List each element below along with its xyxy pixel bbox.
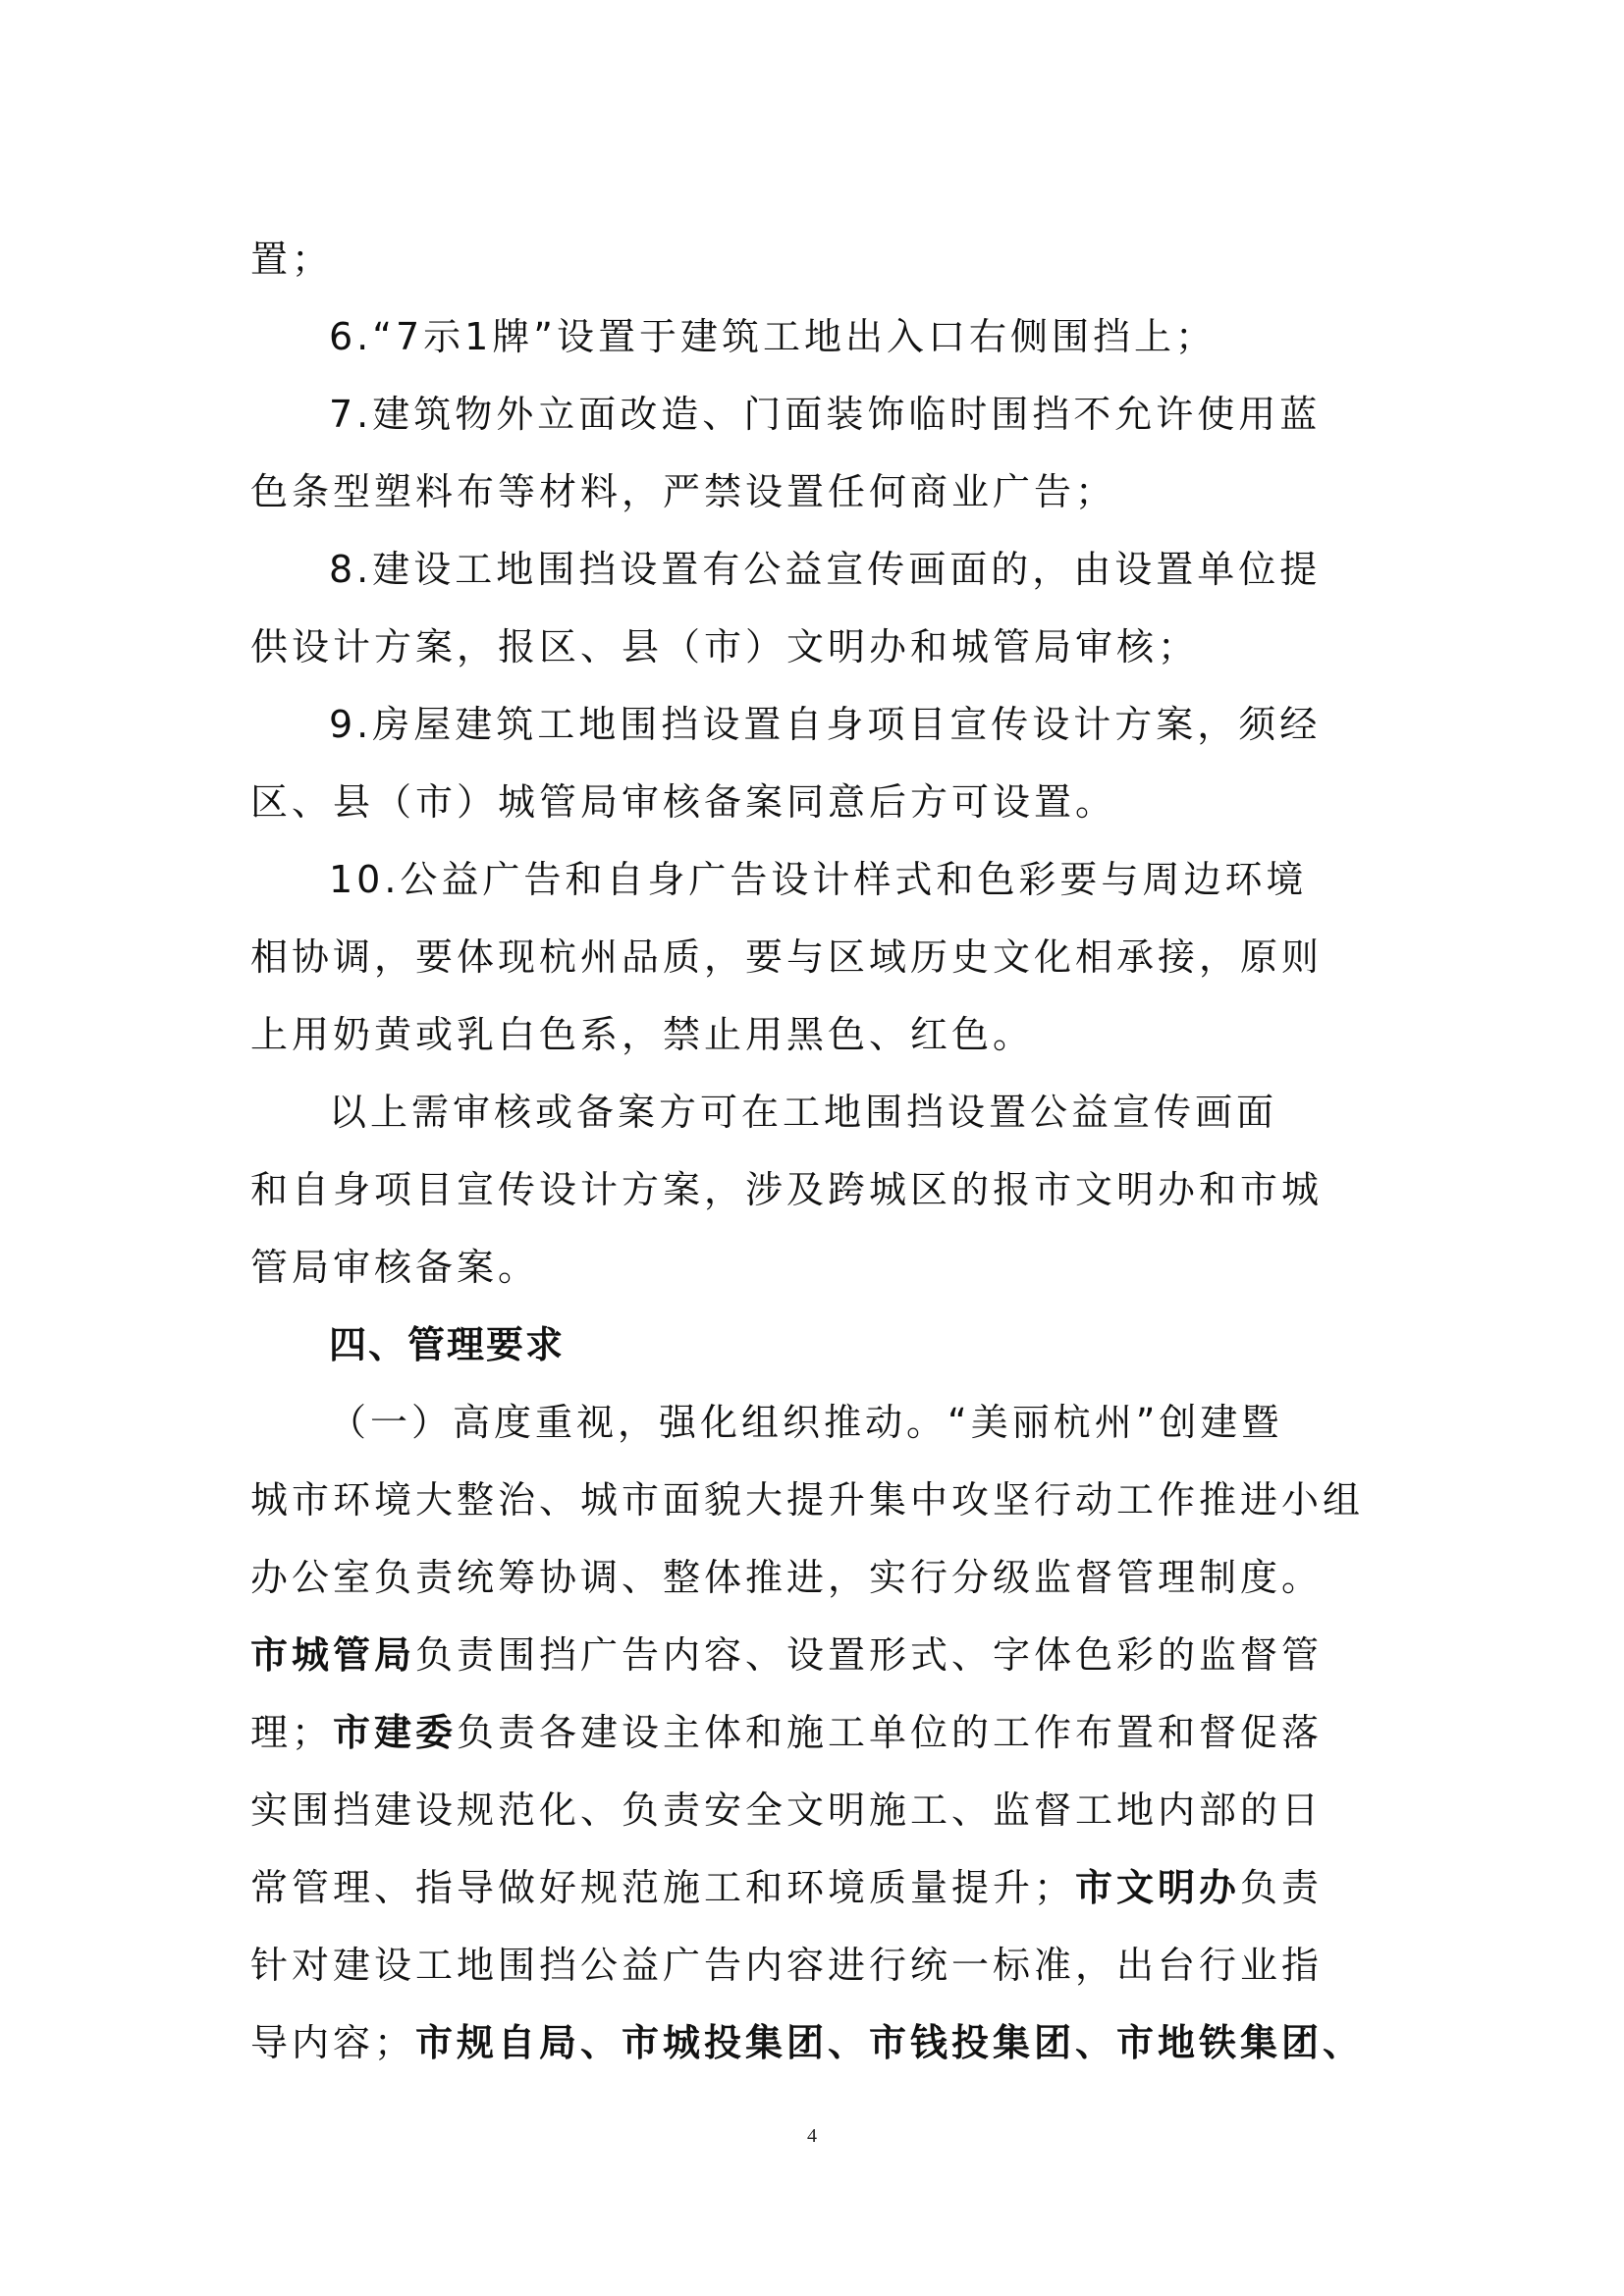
- text-line: 置；: [250, 238, 334, 281]
- list-item-6: 6.“7示1牌”设置于建筑工地出入口右侧围挡上；: [329, 315, 1217, 358]
- list-item-8: 8.建设工地围挡设置有公益宣传画面的，由设置单位提: [329, 548, 1322, 591]
- text-line: [250, 1849, 1389, 1927]
- text-span: 理；: [250, 1711, 334, 1754]
- bold-entity: 市文明办: [1075, 1866, 1241, 1909]
- list-item-7: 7.建筑物外立面改造、门面装饰临时围挡不允许使用蓝: [329, 393, 1322, 436]
- text-span: 负责围挡广告内容、设置形式、字体色彩的监督管: [415, 1633, 1324, 1677]
- page-number: 4: [807, 2125, 817, 2147]
- summary-paragraph: 以上需审核或备案方可在工地围挡设置公益宣传画面: [329, 1091, 1278, 1134]
- text-line: 区、县（市）城管局审核备案同意后方可设置。: [250, 780, 1117, 824]
- text-line: 相协调，要体现杭州品质，要与区域历史文化相承接，原则: [250, 935, 1324, 979]
- list-item-9: 9.房屋建筑工地围挡设置自身项目宣传设计方案，须经: [329, 703, 1322, 746]
- text-span: 负责: [1240, 1866, 1324, 1909]
- text-line: 色条型塑料布等材料，严禁设置任何商业广告；: [250, 470, 1117, 513]
- text-line: 实围挡建设规范化、负责安全文明施工、监督工地内部的日: [250, 1789, 1324, 1832]
- text-line: 上用奶黄或乳白色系，禁止用黑色、红色。: [250, 1013, 1035, 1056]
- section-heading: 四、管理要求: [329, 1323, 566, 1366]
- bold-entity: 市建委: [333, 1711, 458, 1754]
- bold-entity: 市规自局、市城投集团、市钱投集团、市地铁集团、: [415, 2021, 1365, 2064]
- document-page: [250, 221, 1389, 2082]
- text-line: [250, 2004, 1389, 2082]
- list-item-10: 10.公益广告和自身广告设计样式和色彩要与周边环境: [329, 858, 1308, 901]
- text-span: 负责各建设主体和施工单位的工作布置和督促落: [457, 1711, 1324, 1754]
- text-line: 针对建设工地围挡公益广告内容进行统一标准，出台行业指: [250, 1944, 1324, 1987]
- text-span: 常管理、指导做好规范施工和环境质量提升；: [250, 1866, 1076, 1909]
- text-line: [250, 1694, 1389, 1772]
- text-line: [250, 1617, 1389, 1694]
- text-line: 城市环境大整治、城市面貌大提升集中攻坚行动工作推进小组: [250, 1478, 1365, 1522]
- text-line: 和自身项目宣传设计方案，涉及跨城区的报市文明办和市城: [250, 1168, 1324, 1211]
- text-line: 供设计方案，报区、县（市）文明办和城管局审核；: [250, 625, 1200, 668]
- text-line: 办公室负责统筹协调、整体推进，实行分级监督管理制度。: [250, 1556, 1324, 1599]
- text-line: 管局审核备案。: [250, 1246, 540, 1289]
- subsection-paragraph: （一）高度重视，强化组织推动。“美丽杭州”创建暨: [329, 1401, 1283, 1444]
- bold-entity: 市城管局: [250, 1633, 416, 1677]
- text-span: 导内容；: [250, 2021, 416, 2064]
